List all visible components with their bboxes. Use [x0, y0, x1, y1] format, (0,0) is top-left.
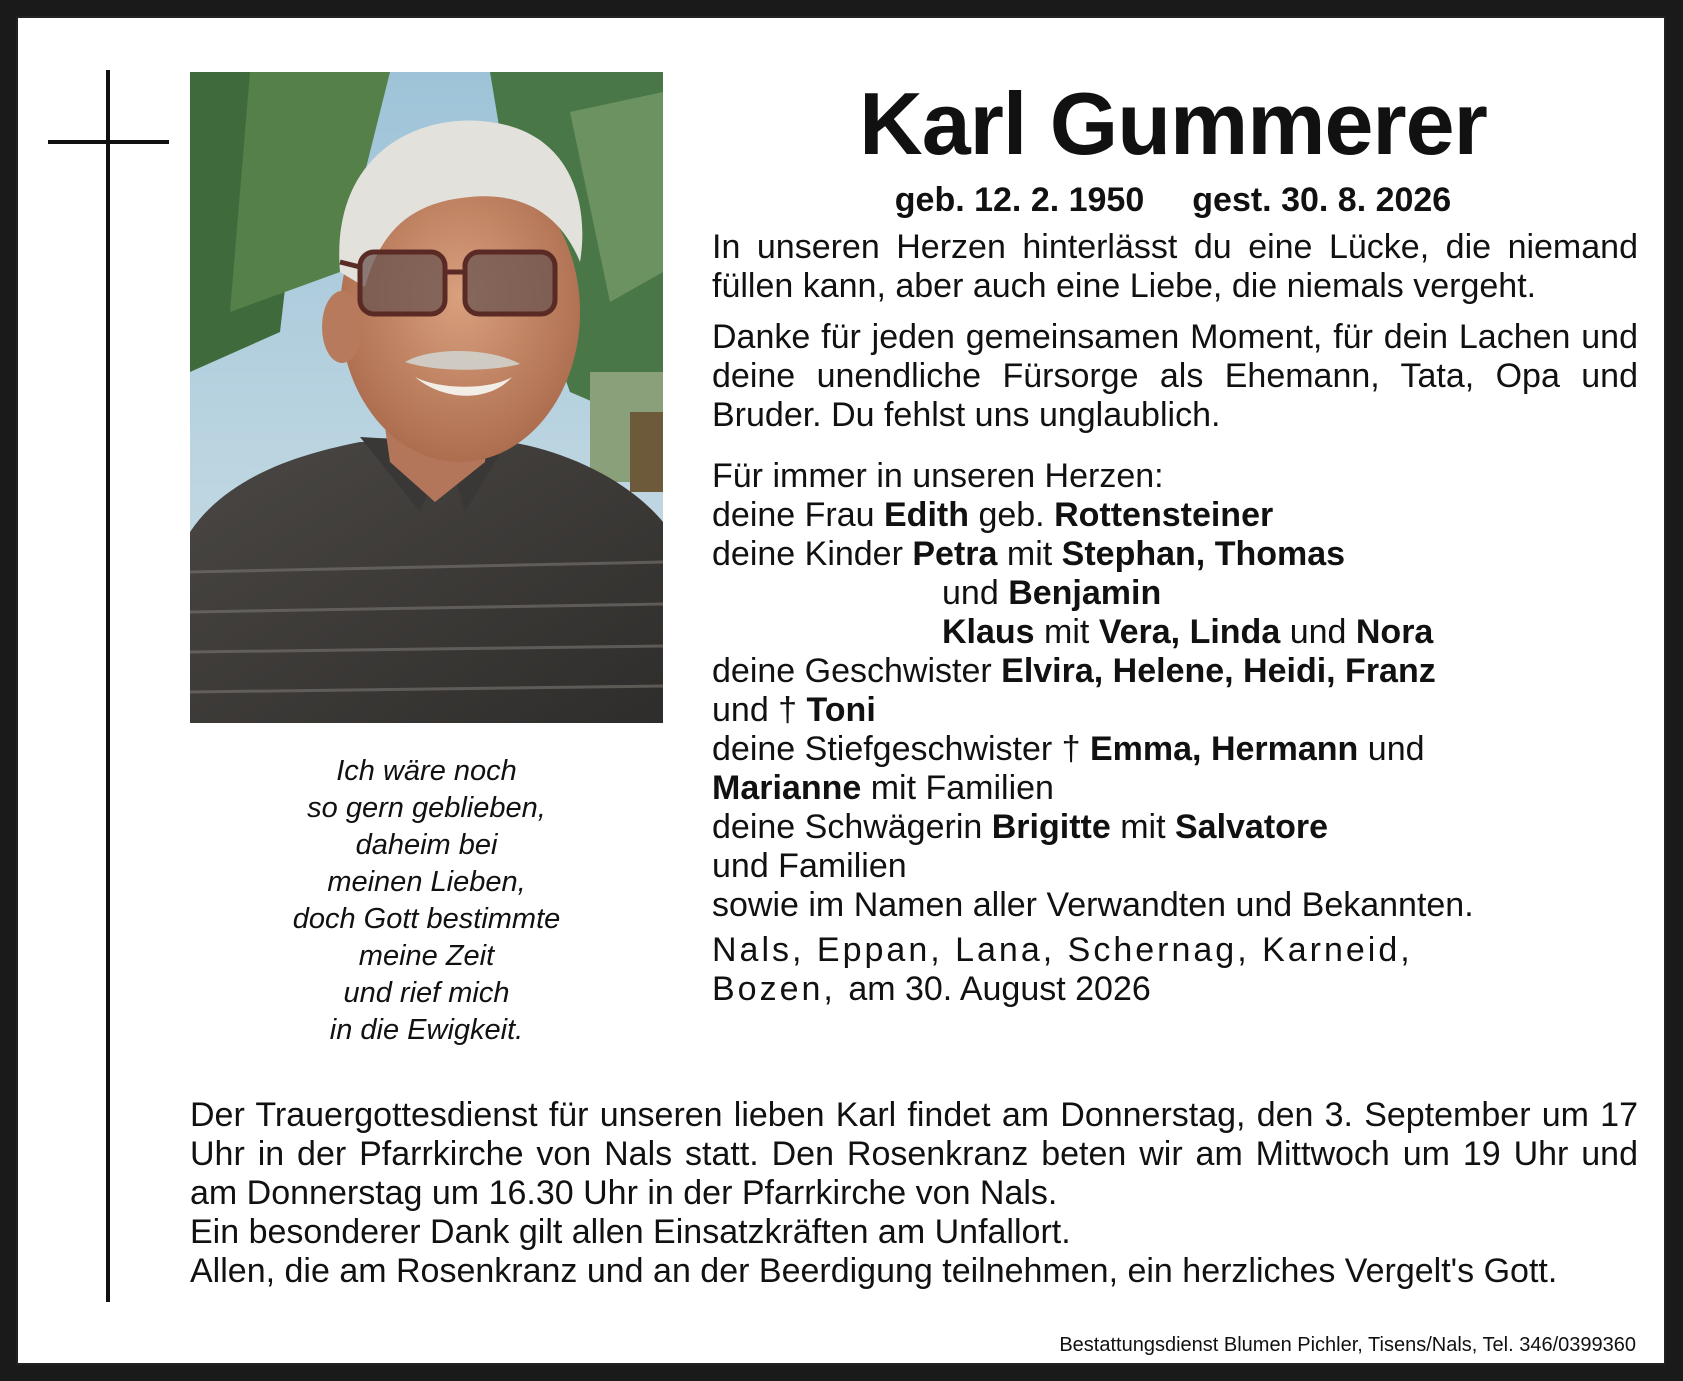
poem-line: so gern geblieben,	[307, 792, 546, 824]
poem-line: doch Gott bestimmte	[292, 903, 561, 935]
thanks-attendees: Allen, die am Rosenkranz und an der Beerdigung teilnehmen, ein herzliches Vergelt's Gott.	[190, 1252, 1558, 1290]
poem-line: meine Zeit	[358, 940, 495, 972]
thanks-responders: Ein besonderer Dank gilt allen Einsatzkräften am Unfallort.	[190, 1213, 1071, 1251]
place-line-2: Bozen, am 30. August 2026	[712, 970, 1151, 1008]
mourner-siblings: deine Geschwister Elvira, Helene, Heidi, Franz	[712, 652, 1436, 690]
mourner-wife: deine Frau Edith geb. Rottensteiner	[712, 496, 1274, 534]
funeral-home-info: Bestattungsdienst Blumen Pichler, Tisens/Nals, Tel. 346/0399360	[1059, 1334, 1636, 1356]
life-dates	[708, 180, 1638, 220]
cross-horizontal-bar	[48, 140, 169, 144]
mourner-sister-in-law-cont: und Familien	[712, 847, 907, 885]
birth-date: geb. 12. 2. 1950	[894, 181, 1145, 219]
mourner-siblings-cont: und † Toni	[712, 691, 876, 729]
mourner-step-siblings-cont: Marianne mit Familien	[712, 769, 1054, 807]
poem-line: daheim bei	[355, 829, 498, 861]
message-paragraph: In unseren Herzen hinterlässt du eine Lücke, die niemand füllen kann, aber auch eine Liebe, die niemals vergeht.	[712, 228, 1638, 305]
mourner-children: deine Kinder Petra mit Stephan, Thomas	[712, 535, 1346, 573]
service-info	[190, 1096, 1638, 1291]
mourner-step-siblings: deine Stiefgeschwister † Emma, Hermann und	[712, 730, 1425, 768]
mourners-list	[712, 457, 1638, 925]
poem-line: in die Ewigkeit.	[329, 1014, 524, 1046]
mourners-closing: sowie im Namen aller Verwandten und Bekannten.	[712, 886, 1474, 924]
poem-line: Ich wäre noch	[336, 755, 517, 787]
obituary-text	[712, 228, 1638, 1009]
poem-line: und rief mich	[343, 977, 510, 1009]
mourner-sister-in-law: deine Schwägerin Brigitte mit Salvatore	[712, 808, 1329, 846]
mourner-children-cont: und Benjamin	[942, 574, 1162, 612]
poem-line: meinen Lieben,	[327, 866, 526, 898]
service-paragraph: Der Trauergottesdienst für unseren lieben Karl findet am Donnerstag, den 3. September um 17 Uhr in der Pfarrkirche von Nals statt. Den Rosenkranz beten wir am Mittwoch um 19 Uhr und am Donnerstag um 16.30 Uhr in der Pfarrkirche von Nals.	[190, 1096, 1638, 1212]
thanks-paragraph: Danke für jeden gemeinsamen Moment, für dein Lachen und deine unendliche Fürsorge als Ehemann, Tata, Opa und Bruder. Du fehlst uns unglaublich.	[712, 318, 1638, 434]
deceased-name: Karl Gummerer	[859, 74, 1487, 173]
mourner-children-2: Klaus mit Vera, Linda und Nora	[942, 613, 1434, 651]
death-date: gest. 30. 8. 2026	[1192, 181, 1452, 219]
poem-quote	[190, 753, 663, 1049]
mourners-intro: Für immer in unseren Herzen:	[712, 457, 1164, 495]
portrait-photo	[190, 72, 663, 723]
cross-vertical-bar	[106, 70, 110, 1302]
place-and-date	[712, 931, 1638, 1009]
obituary-card	[16, 16, 1666, 1365]
place-line-1: Nals, Eppan, Lana, Schernag, Karneid,	[712, 931, 1413, 969]
